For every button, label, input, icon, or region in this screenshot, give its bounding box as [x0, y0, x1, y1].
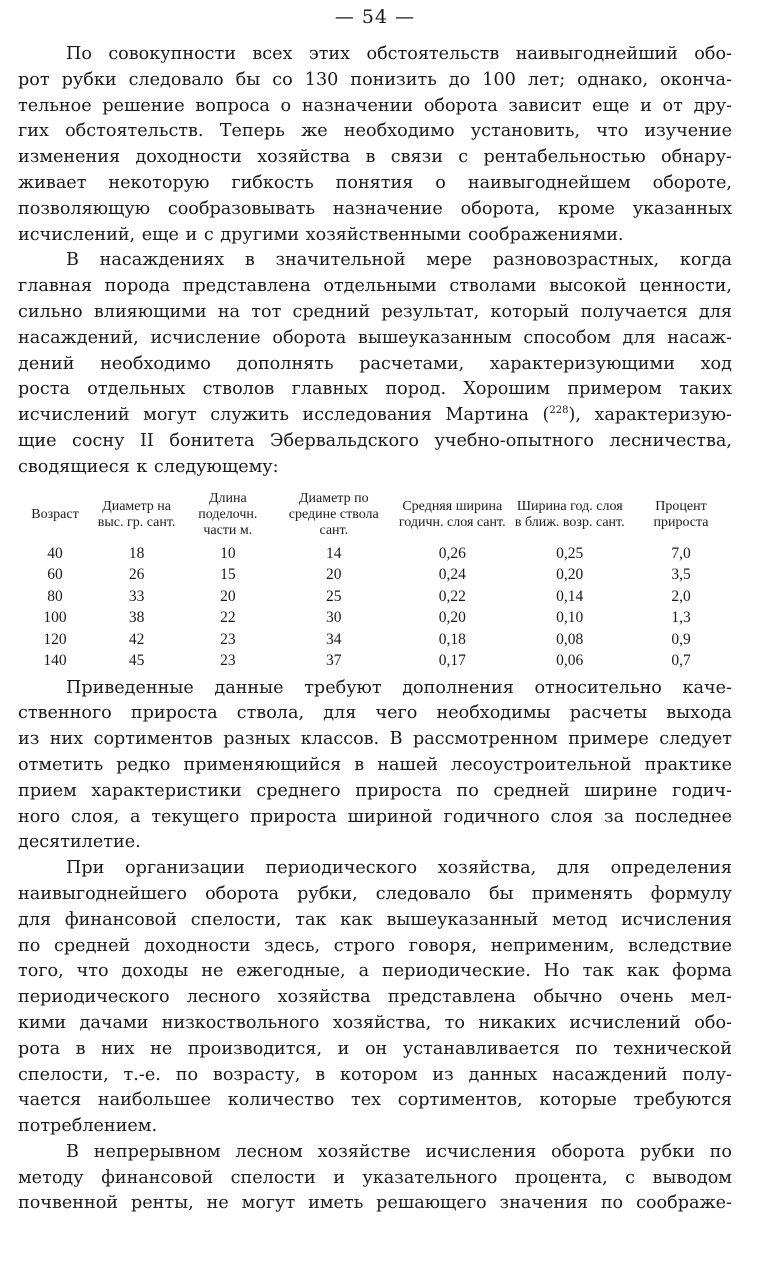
text-line: По совокупности всех этих обстоятельств наивыгоднейший обо-: [66, 44, 732, 64]
table-row: [18, 650, 734, 672]
text-line: Приведенные данные требуют дополнения относительно каче-: [66, 677, 732, 698]
table-cell: 3,5: [671, 566, 691, 584]
table-row: [18, 607, 734, 629]
text-line: изменения доходности хозяйства в связи с рентабельностью обнару-: [18, 147, 732, 168]
table-cell: 34: [326, 630, 342, 648]
text-line: прием характеристики среднего прироста по средней ширине годич-: [18, 780, 732, 801]
table-row: [18, 543, 734, 565]
text-line: рота в них не производится, и он устанавливается по технической: [18, 1038, 732, 1059]
table-cell: 100: [43, 609, 67, 627]
table-cell: 20: [326, 566, 342, 584]
header-diameter-middle: Диаметр по средине ствола сант.: [288, 490, 379, 538]
text-line: из них сортиментов разных классов. В рассмотренном примере следует: [18, 729, 732, 750]
table-cell: 23: [220, 630, 236, 648]
table-cell: 0,7: [671, 652, 691, 670]
text-line: отметить редко применяющийся в нашей лесоустроительной практике: [18, 754, 732, 775]
table-cell: 25: [326, 587, 342, 605]
table-cell: 0,08: [556, 630, 584, 648]
text-line: главная порода представлена отдельными стволами высокой ценности,: [18, 276, 732, 297]
text-line: почвенной ренты, не могут иметь решающего значения по соображе-: [18, 1193, 732, 1214]
table-cell: 10: [220, 544, 236, 562]
text-fragment: ), характеризую-: [568, 405, 732, 426]
text-line: чается наибольшее количество тех сортиментов, которые требуются: [18, 1090, 732, 1111]
table-cell: 140: [43, 652, 67, 670]
text-line: десятилетие.: [18, 832, 141, 853]
text-line: периодического лесного хозяйства представлена обычно очень мел-: [18, 987, 732, 1008]
text-line: наивыгоднейшего оборота рубки, следовало бы применять формулу: [18, 883, 732, 904]
paragraph-3: [18, 676, 732, 857]
text-line: спелости, т.-е. по возрасту, в котором из данных насаждений полу-: [18, 1064, 732, 1085]
table-header-row: [18, 491, 734, 543]
table-cell: 0,10: [556, 609, 584, 627]
text-line: дений необходимо дополнять расчетами, характеризующими ход: [18, 353, 732, 374]
text-line: насаждений, исчисление оборота вышеуказанным способом для насаж-: [18, 327, 732, 348]
table-cell: 45: [128, 652, 145, 670]
text-line: рот рубки следовало бы со 130 понизить до 100 лет; однако, оконча-: [18, 69, 732, 90]
table-cell: 0,17: [438, 652, 466, 670]
table-cell: 38: [128, 609, 145, 627]
table-cell: 37: [326, 652, 342, 670]
table-cell: 18: [128, 544, 145, 562]
table-cell: 22: [220, 609, 236, 627]
text-line: живает некоторую гибкость понятия о наивыгоднейшем обороте,: [18, 172, 732, 193]
text-line: сильно влияющими на тот средний результат, который получается для: [18, 301, 732, 322]
text-line: для финансовой спелости, так как вышеуказанный метод исчисления: [18, 909, 732, 930]
text-line: гих обстоятельств. Теперь же необходимо установить, что изучение: [18, 121, 732, 142]
text-line: роста отдельных стволов главных пород. Хорошим примером таких: [18, 379, 732, 400]
table-cell: 0,26: [438, 544, 466, 562]
growth-table: [18, 491, 734, 672]
table-cell: 14: [326, 544, 342, 562]
paragraph-5: [18, 1140, 732, 1217]
text-line: по средней доходности здесь, строго говоря, неприменим, вследствие: [18, 935, 732, 956]
text-line: кими дачами низкоствольного хозяйства, то никаких исчислений обо-: [18, 1012, 732, 1033]
text-line: исчислений, еще и с другими хозяйственными соображениями.: [18, 224, 624, 245]
table-cell: 0,18: [438, 630, 466, 648]
text-line: методу финансовой спелости и указательного процента, с выводом: [18, 1167, 732, 1188]
table-cell: 0,06: [556, 652, 584, 670]
table-cell: 0,22: [438, 587, 466, 605]
header-ring-width-near: Ширина год. слоя в ближ. возр. сант.: [514, 498, 625, 530]
table-cell: 42: [128, 630, 145, 648]
table-cell: 20: [220, 587, 236, 605]
text-line: ственного прироста ствола, для чего необходимы расчеты выхода: [18, 703, 732, 724]
table-cell: 15: [220, 566, 236, 584]
header-age: Возраст: [31, 506, 79, 522]
table-row: [18, 586, 734, 608]
text-line: При организации периодического хозяйства, для определения: [66, 858, 732, 879]
table-cell: 0,20: [556, 566, 584, 584]
table-cell: 7,0: [671, 544, 691, 562]
table-cell: 120: [43, 630, 67, 648]
text-fragment: исчислений могут служить исследования Мартина (: [18, 405, 550, 426]
header-length: Длина поделочн. части м.: [198, 490, 258, 538]
header-growth-percent: Процент прироста: [653, 498, 709, 530]
table-row: [18, 564, 734, 586]
table-cell: 26: [128, 566, 145, 584]
text-line: того, что доходы не ежегодные, а периодические. Но так как форма: [18, 961, 732, 982]
citation-number: 228: [549, 405, 569, 417]
header-diameter-breast: Диаметр на выс. гр. сант.: [97, 498, 176, 530]
text-line: потреблением.: [18, 1116, 158, 1137]
text-line: тельное решение вопроса о назначении оборота зависит еще и от дру-: [18, 95, 732, 116]
table-cell: 0,20: [438, 609, 466, 627]
table-cell: 0,25: [556, 544, 584, 562]
text-line: В насаждениях в значительной мере разновозрастных, когда: [66, 250, 732, 271]
text-line-with-citation: [18, 403, 732, 429]
text-line: В непрерывном лесном хозяйстве исчисления оборота рубки по: [66, 1141, 732, 1162]
table-row: [18, 629, 734, 651]
paragraph-1: [18, 42, 732, 248]
table-cell: 0,14: [556, 587, 584, 605]
text-line: позволяющую сообразовывать назначение оборота, кроме указанных: [18, 198, 732, 219]
table-cell: 23: [220, 652, 236, 670]
table-cell: 80: [47, 587, 63, 605]
table-cell: 60: [47, 566, 63, 584]
table-cell: 1,3: [671, 609, 691, 627]
paragraph-4: [18, 856, 732, 1140]
text-line: щие сосну II бонитета Эбервальдского учебно-опытного лесничества,: [18, 430, 732, 451]
table-cell: 30: [326, 609, 342, 627]
header-mean-ring-width: Средняя ширина годичн. слоя сант.: [398, 498, 506, 530]
table-cell: 33: [128, 587, 145, 605]
page-number: — 54 —: [334, 6, 416, 28]
text-line: сводящиеся к следующему:: [18, 456, 279, 477]
table-cell: 0,24: [438, 566, 466, 584]
table-cell: 2,0: [671, 587, 691, 605]
table-cell: 40: [47, 544, 63, 562]
paragraph-2: [18, 248, 732, 480]
text-line: ного слоя, а текущего прироста шириной годичного слоя за последнее: [18, 806, 732, 827]
table-cell: 0,9: [671, 630, 691, 648]
